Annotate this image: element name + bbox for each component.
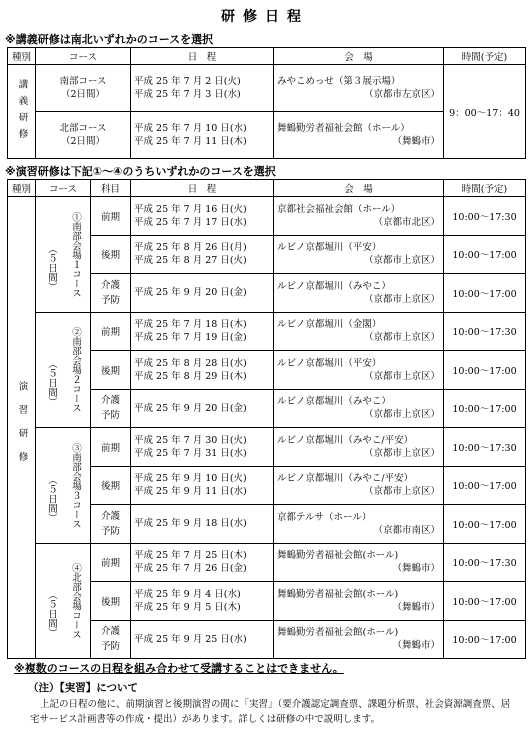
subject-cell: 介護予防: [91, 505, 131, 544]
time-cell: 10:00～17:00: [444, 351, 526, 390]
venue-cell: [274, 351, 444, 390]
date-line: 平成 25 年 9 月 10 日(火): [134, 473, 247, 485]
course-label: ①南部会場１コース: [70, 211, 81, 297]
venue-city: （京都市左京区）: [363, 89, 440, 100]
venue-name: ルビノ京都堀川（平安）: [277, 242, 382, 254]
exercise-type-cell: [8, 197, 36, 659]
venue-cell: [274, 235, 444, 274]
time-cell: 10:00～17:00: [444, 582, 526, 621]
venue-cell: [274, 197, 444, 236]
venue-name: 舞鶴勤労者福祉会館(ホール): [277, 550, 399, 562]
header-dates: 日 程: [131, 48, 274, 65]
venue-name: ルビノ京都堀川（みやこ）: [277, 396, 391, 408]
course-days: （５日間）: [46, 590, 57, 638]
venue-city: （京都市上京区）: [363, 293, 440, 305]
subject-cell: 後期: [91, 351, 131, 390]
date-line: 平成 25 年 8 月 28 日(水): [134, 357, 247, 369]
note-warning: ※複数のコースの日程を組み合わせて受講することはできません。: [14, 662, 344, 675]
date-line: 平成 25 年 9 月 20 日(金): [134, 287, 247, 299]
date-line: 平成 25 年 7 月 16 日(火): [134, 203, 247, 215]
venue-name: 京都社会福祉会館（ホール）: [277, 203, 401, 215]
venue-name: 京都テルサ（ホール）: [277, 511, 372, 523]
lecture-heading: ※講義研修は南北いずれかのコースを選択: [5, 33, 214, 46]
header-type: 種別: [8, 180, 36, 197]
page-title: 研修日程: [221, 9, 309, 25]
table-row: [8, 543, 526, 582]
dates-cell: [131, 466, 274, 505]
venue-city: （舞鶴市）: [392, 136, 440, 147]
date-line: 平成 25 年 7 月 25 日(木): [134, 550, 247, 562]
header-venue: 会 場: [274, 180, 444, 197]
course-days: （５日間）: [46, 474, 57, 522]
subject-cell: 前期: [91, 312, 131, 351]
time-cell: 10:00～17:30: [444, 428, 526, 467]
venue-city: （京都市上京区）: [363, 486, 440, 498]
date-line: 平成 25 年 7 月 18 日(木): [134, 319, 247, 331]
venue-name: ルビノ京都堀川（金閣）: [277, 319, 382, 331]
venue-name: ルビノ京都堀川（みやこ/平安）: [277, 434, 414, 446]
header-dates: 日 程: [131, 180, 274, 197]
header-venue: 会 場: [274, 48, 444, 65]
course-group-cell: [36, 197, 91, 313]
date-line: 平成 25 年 9 月 5 日(木): [134, 601, 241, 613]
note-heading: （注）【実習】について: [28, 682, 139, 694]
venue-city: （京都市上京区）: [363, 255, 440, 267]
date-line: 平成 25 年 7 月 31 日(水): [134, 447, 247, 459]
date-line: 平成 25 年 9 月 20 日(金): [134, 402, 247, 414]
exercise-header-row: [8, 180, 526, 197]
table-row: [8, 312, 526, 351]
venue-city: （京都市上京区）: [363, 370, 440, 382]
venue-cell: [274, 505, 444, 544]
time-cell: 10:00～17:30: [444, 312, 526, 351]
course-group-cell: [36, 428, 91, 544]
time-cell: 10:00～17:00: [444, 620, 526, 659]
header-type: 種別: [8, 48, 36, 65]
dates-cell: [131, 312, 274, 351]
dates-cell: [131, 389, 274, 428]
date-line: 平成 25 年 9 月 18 日(水): [134, 518, 247, 530]
time-cell: 10:00～17:30: [444, 543, 526, 582]
course-name: 南部コース: [59, 76, 107, 87]
subject-cell: 介護予防: [91, 389, 131, 428]
date-line: 平成 25 年 9 月 4 日(水): [134, 588, 241, 600]
subject-cell: 後期: [91, 582, 131, 621]
exercise-type-label: 演習研修: [16, 380, 28, 475]
dates-cell: [131, 274, 274, 313]
table-row: [8, 428, 526, 467]
venue-city: （舞鶴市）: [392, 601, 440, 613]
venue-cell: [274, 428, 444, 467]
course-label: ④北部会場コース: [70, 562, 81, 639]
subject-cell: 介護予防: [91, 274, 131, 313]
lecture-type-cell: [8, 65, 36, 159]
time-cell: 10:00～17:30: [444, 197, 526, 236]
date-line: 平成 25 年 7 月 10 日(水): [134, 123, 247, 134]
date-line: 平成 25 年 7 月 19 日(金): [134, 332, 247, 344]
venue-cell: [274, 312, 444, 351]
date-line: 平成 25 年 7 月 2 日(火): [134, 76, 241, 87]
subject-cell: 前期: [91, 197, 131, 236]
time-cell: 10:00～17:00: [444, 235, 526, 274]
venue-name: みやこめっせ（第３展示場）: [277, 76, 401, 87]
venue-cell: [274, 466, 444, 505]
course-group-cell: [36, 312, 91, 428]
exercise-heading: ※演習研修は下記①～④のうちいずれかのコースを選択: [5, 165, 276, 178]
venue-name: 舞鶴勤労者福祉会館（ホール）: [277, 123, 410, 134]
venue-cell: [274, 389, 444, 428]
subject-cell: 前期: [91, 543, 131, 582]
time-cell: 10:00～17:00: [444, 389, 526, 428]
subject-cell: 後期: [91, 466, 131, 505]
dates-cell: [131, 543, 274, 582]
exercise-table: [7, 179, 526, 659]
venue-cell: [274, 620, 444, 659]
venue-name: ルビノ京都堀川（みやこ/平安）: [277, 473, 414, 485]
venue-name: ルビノ京都堀川（平安）: [277, 357, 382, 369]
time-cell: 10:00～17:00: [444, 505, 526, 544]
venue-name: 舞鶴勤労者福祉会館(ホール): [277, 627, 399, 639]
course-cell: [36, 65, 131, 112]
venue-city: （京都市南区）: [373, 524, 440, 536]
venue-name: 舞鶴勤労者福祉会館(ホール): [277, 588, 399, 600]
lecture-header-row: [8, 48, 526, 65]
date-line: 平成 25 年 8 月 27 日(火): [134, 255, 247, 267]
course-cell: [36, 112, 131, 159]
course-group-cell: [36, 543, 91, 659]
date-line: 平成 25 年 8 月 29 日(木): [134, 370, 247, 382]
dates-cell: [131, 197, 274, 236]
table-row: [8, 197, 526, 236]
dates-cell: [131, 582, 274, 621]
course-days: （2日間）: [60, 136, 106, 147]
course-name: 北部コース: [59, 123, 107, 134]
subject-cell: 後期: [91, 235, 131, 274]
header-course: コース: [36, 180, 91, 197]
venue-city: （舞鶴市）: [392, 640, 440, 652]
lecture-time-cell: 9：00～17：40: [444, 65, 526, 159]
venue-city: （京都市上京区）: [363, 332, 440, 344]
dates-cell: [131, 620, 274, 659]
subject-cell: 介護予防: [91, 620, 131, 659]
dates-cell: [131, 112, 274, 159]
note-text: 上記の日程の他に、前期演習と後期演習の間に「実習」（要介護認定調査票、課題分析票、社会資源調査票、居宅サービス計画書等の作成・提出）があります。詳しくは研修の中で説明します。: [30, 699, 511, 725]
date-line: 平成 25 年 7 月 11 日(木): [134, 136, 247, 147]
course-days: （５日間）: [46, 243, 57, 291]
venue-city: （京都市北区）: [373, 216, 440, 228]
header-course: コース: [36, 48, 131, 65]
venue-city: （舞鶴市）: [392, 563, 440, 575]
lecture-type-label: 講義研修: [16, 78, 28, 145]
date-line: 平成 25 年 9 月 11 日(水): [134, 486, 247, 498]
lecture-table: [7, 47, 526, 159]
venue-cell: [274, 274, 444, 313]
subject-cell: 前期: [91, 428, 131, 467]
venue-city: （京都市上京区）: [363, 447, 440, 459]
course-days: （５日間）: [46, 359, 57, 407]
venue-cell: [274, 543, 444, 582]
venue-cell: [274, 65, 444, 112]
date-line: 平成 25 年 7 月 26 日(金): [134, 563, 247, 575]
course-label: ②南部会場２コース: [70, 327, 81, 413]
date-line: 平成 25 年 9 月 25 日(水): [134, 633, 247, 645]
venue-cell: [274, 112, 444, 159]
header-subject: 科目: [91, 180, 131, 197]
course-days: （2日間）: [60, 89, 106, 100]
date-line: 平成 25 年 7 月 17 日(水): [134, 216, 247, 228]
venue-cell: [274, 582, 444, 621]
header-time: 時間(予定): [444, 180, 526, 197]
table-row: [8, 65, 526, 112]
time-cell: 10:00～17:00: [444, 274, 526, 313]
date-line: 平成 25 年 8 月 26 日(月): [134, 242, 247, 254]
date-line: 平成 25 年 7 月 30 日(火): [134, 434, 247, 446]
date-line: 平成 25 年 7 月 3 日(水): [134, 89, 241, 100]
course-label: ③南部会場３コース: [70, 442, 81, 528]
exercise-body: [8, 197, 526, 659]
dates-cell: [131, 235, 274, 274]
dates-cell: [131, 428, 274, 467]
time-cell: 10:00～17:00: [444, 466, 526, 505]
dates-cell: [131, 505, 274, 544]
header-time: 時間(予定): [444, 48, 526, 65]
dates-cell: [131, 351, 274, 390]
venue-name: ルビノ京都堀川（みやこ）: [277, 280, 391, 292]
dates-cell: [131, 65, 274, 112]
venue-city: （京都市上京区）: [363, 409, 440, 421]
